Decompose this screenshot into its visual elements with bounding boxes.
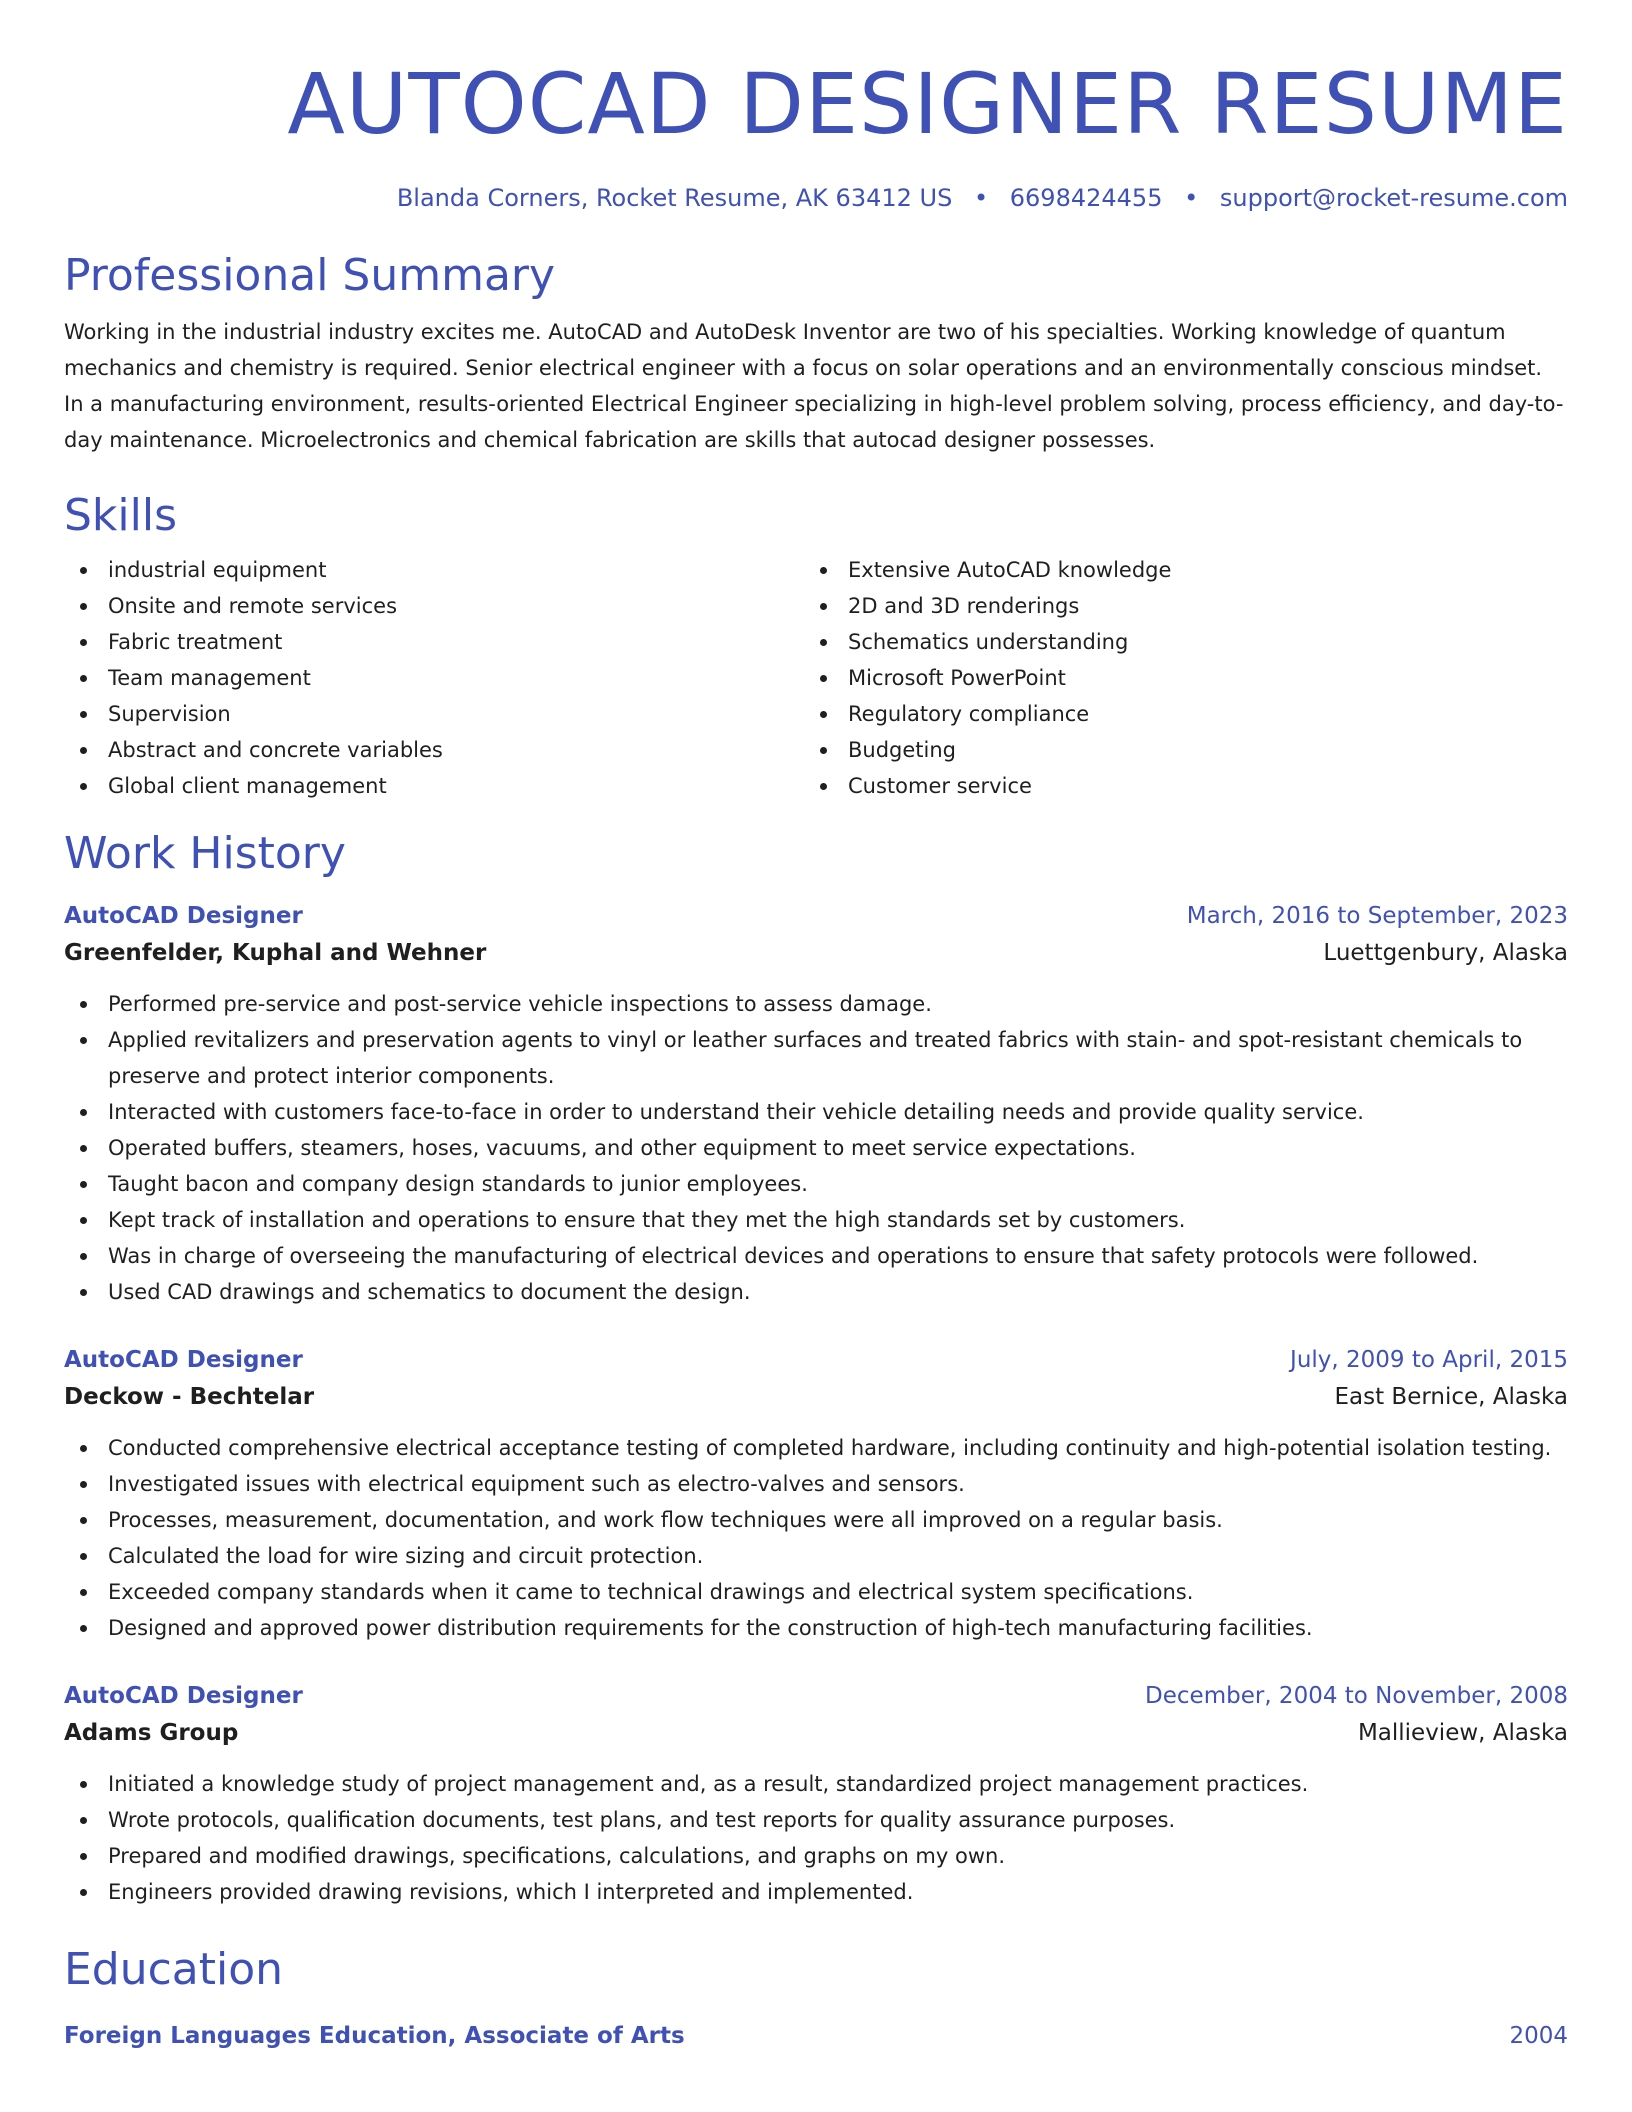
- job-bullet: Investigated issues with electrical equipment such as electro-valves and sensors.: [64, 1466, 1568, 1502]
- skill-item: Supervision: [64, 696, 804, 732]
- job-location: East Bernice, Alaska: [1334, 1384, 1568, 1410]
- job-company: Greenfelder, Kuphal and Wehner: [64, 940, 487, 966]
- contact-email: support@rocket-resume.com: [1219, 184, 1568, 212]
- resume-title: AUTOCAD DESIGNER RESUME: [287, 55, 1568, 153]
- job-bullet: Was in charge of overseeing the manufacturing of electrical devices and operations to ensure that safety protocols were followed.: [64, 1238, 1568, 1274]
- contact-address: Blanda Corners, Rocket Resume, AK 63412 US: [396, 184, 953, 212]
- job-bullet: Interacted with customers face-to-face in order to understand their vehicle detailing needs and provide quality service.: [64, 1094, 1568, 1130]
- job-dates: March, 2016 to September, 2023: [1186, 903, 1568, 929]
- job-bullet: Processes, measurement, documentation, and work flow techniques were all improved on a regular basis.: [64, 1502, 1568, 1538]
- job-bullet: Taught bacon and company design standards to junior employees.: [64, 1166, 1568, 1202]
- skills-list-right: [804, 552, 1544, 804]
- skill-item: Schematics understanding: [804, 624, 1544, 660]
- job-location: Luettgenbury, Alaska: [1323, 940, 1568, 966]
- summary-text: Working in the industrial industry excites me. AutoCAD and AutoDesk Inventor are two of his specialties. Working knowledge of quantum mechanics and chemistry is required. Senior electrical engineer with a focus on solar operations and an environmentally conscious mindset. In a manufacturing environment, results-oriented Electrical Engineer specializing in high-level problem solving, process efficiency, and day-to-day maintenance. Microelectronics and chemical fabrication are skills that autocad designer possesses.: [64, 320, 1564, 452]
- job-bullet: Engineers provided drawing revisions, which I interpreted and implemented.: [64, 1874, 1568, 1910]
- education-degree: Foreign Languages Education, Associate of Arts: [64, 2023, 685, 2049]
- skill-item: Microsoft PowerPoint: [804, 660, 1544, 696]
- contact-line: [64, 182, 1568, 214]
- job-bullet: Conducted comprehensive electrical acceptance testing of completed hardware, including continuity and high-potential isolation testing.: [64, 1430, 1568, 1466]
- contact-separator: •: [1184, 184, 1199, 212]
- skill-item: industrial equipment: [64, 552, 804, 588]
- skill-item: Onsite and remote services: [64, 588, 804, 624]
- work-history-heading: Work History: [64, 828, 346, 879]
- job-bullet: Performed pre-service and post-service vehicle inspections to assess damage.: [64, 986, 1568, 1022]
- job-bullet: Operated buffers, steamers, hoses, vacuums, and other equipment to meet service expectations.: [64, 1130, 1568, 1166]
- job-title: AutoCAD Designer: [64, 1347, 303, 1373]
- job-entry: [64, 1678, 1568, 1910]
- job-bullet: Applied revitalizers and preservation agents to vinyl or leather surfaces and treated fabrics with stain- and spot-resistant chemicals to preserve and protect interior components.: [64, 1022, 1568, 1094]
- job-bullet: Prepared and modified drawings, specifications, calculations, and graphs on my own.: [64, 1838, 1568, 1874]
- job-bullet: Wrote protocols, qualification documents, test plans, and test reports for quality assurance purposes.: [64, 1802, 1568, 1838]
- job-bullets: [64, 1766, 1568, 1910]
- contact-phone: 6698424455: [1009, 184, 1163, 212]
- job-bullet: Kept track of installation and operations to ensure that they met the high standards set by customers.: [64, 1202, 1568, 1238]
- summary-heading: Professional Summary: [64, 250, 556, 301]
- job-entry: [64, 1342, 1568, 1646]
- contact-separator: •: [973, 184, 989, 212]
- job-company: Adams Group: [64, 1720, 239, 1746]
- job-dates: December, 2004 to November, 2008: [1145, 1683, 1568, 1709]
- job-bullet: Calculated the load for wire sizing and circuit protection.: [64, 1538, 1568, 1574]
- skills-heading: Skills: [64, 490, 178, 541]
- skill-item: Budgeting: [804, 732, 1544, 768]
- education-heading: Education: [64, 1944, 284, 1995]
- job-bullets: [64, 986, 1568, 1310]
- job-location: Mallieview, Alaska: [1357, 1720, 1568, 1746]
- skills-list-left: [64, 552, 804, 804]
- job-company: Deckow - Bechtelar: [64, 1384, 315, 1410]
- job-title: AutoCAD Designer: [64, 903, 303, 929]
- job-bullet: Exceeded company standards when it came to technical drawings and electrical system specifications.: [64, 1574, 1568, 1610]
- skill-item: Regulatory compliance: [804, 696, 1544, 732]
- skills-grid: [64, 552, 1568, 804]
- skill-item: Extensive AutoCAD knowledge: [804, 552, 1544, 588]
- job-bullet: Designed and approved power distribution requirements for the construction of high-tech manufacturing facilities.: [64, 1610, 1568, 1646]
- skill-item: Customer service: [804, 768, 1544, 804]
- job-bullets: [64, 1430, 1568, 1646]
- skill-item: Fabric treatment: [64, 624, 804, 660]
- job-bullet: Used CAD drawings and schematics to document the design.: [64, 1274, 1568, 1310]
- skill-item: Global client management: [64, 768, 804, 804]
- skill-item: Team management: [64, 660, 804, 696]
- job-entry: [64, 898, 1568, 1310]
- skill-item: Abstract and concrete variables: [64, 732, 804, 768]
- skill-item: 2D and 3D renderings: [804, 588, 1544, 624]
- education-year: 2004: [1509, 2023, 1568, 2049]
- job-title: AutoCAD Designer: [64, 1683, 303, 1709]
- job-dates: July, 2009 to April, 2015: [1290, 1347, 1568, 1373]
- job-bullet: Initiated a knowledge study of project management and, as a result, standardized project management practices.: [64, 1766, 1568, 1802]
- education-entry: [64, 2018, 1568, 2054]
